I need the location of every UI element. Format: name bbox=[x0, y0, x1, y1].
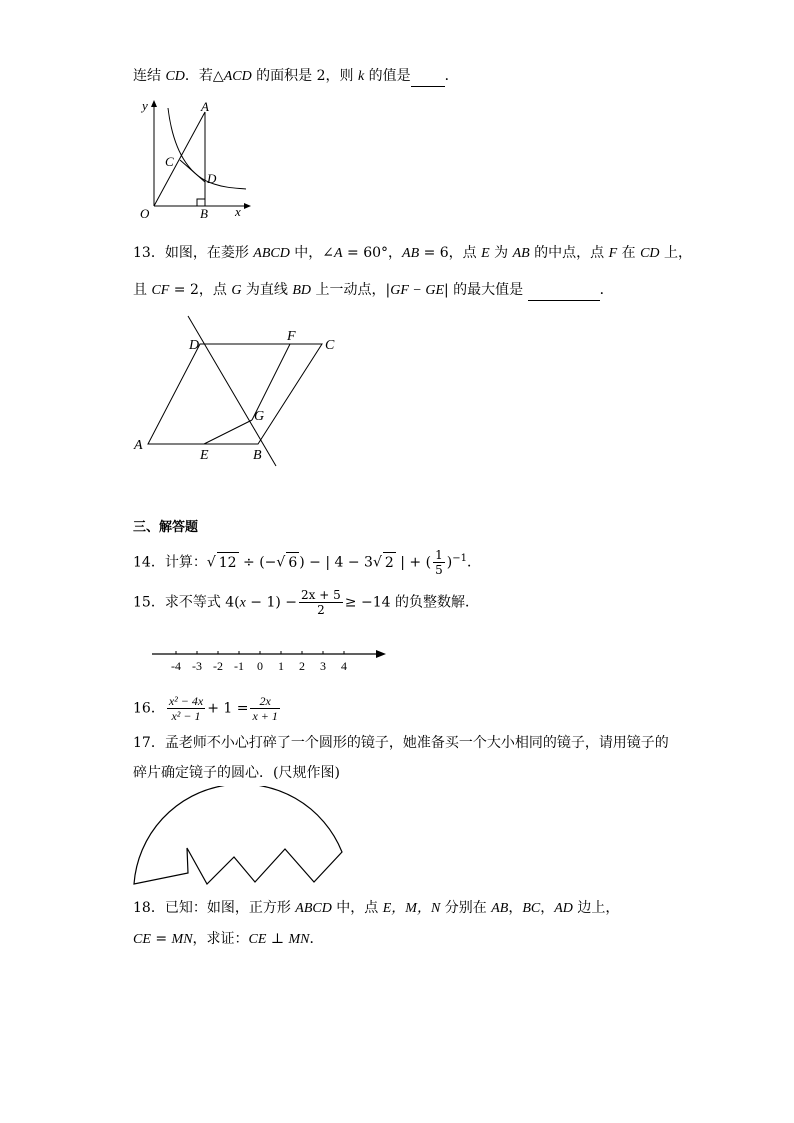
q16-text: 16． bbox=[133, 700, 165, 717]
q13-text: | 的最大值是 bbox=[444, 282, 524, 298]
numberline-label: 3 bbox=[320, 659, 326, 673]
q12-label-b: B bbox=[200, 206, 208, 220]
q13-var: AB bbox=[512, 246, 530, 261]
q13-figure bbox=[130, 312, 350, 470]
q17-line1: 17．孟老师不小心打碎了一个圆形的镜子，她准备买一个大小相同的镜子，请用镜子的 bbox=[133, 735, 669, 751]
q13-var: A bbox=[334, 246, 343, 261]
q17-line2: 碎片确定镜子的圆心．(尺规作图) bbox=[133, 765, 340, 781]
q16-frac2-num: 2x bbox=[250, 694, 279, 709]
q13-label-e: E bbox=[200, 448, 209, 463]
q13-label-d: D bbox=[189, 338, 200, 353]
q13-label-c: C bbox=[325, 338, 335, 353]
q15-text: ≥ −14 的负整数解． bbox=[344, 594, 479, 611]
q12-var-k: k bbox=[357, 69, 365, 84]
q12-text-b: ．若△ bbox=[184, 68, 224, 84]
q18-text: = bbox=[150, 931, 172, 947]
q13-var: CD bbox=[640, 246, 660, 261]
q14-text: ÷ (− bbox=[238, 554, 277, 571]
q18-var: MN bbox=[171, 932, 193, 947]
q18-var: AB bbox=[491, 901, 509, 916]
q15-text: 15．求不等式 4( bbox=[133, 594, 240, 611]
q12-var-acd: ACD bbox=[223, 69, 252, 84]
q18-text: 边上， bbox=[572, 900, 620, 916]
q12-label-x: x bbox=[235, 204, 241, 219]
q13-text: 的中点，点 bbox=[529, 245, 609, 261]
q15-frac-den: 2 bbox=[317, 603, 325, 617]
q13-end: ． bbox=[599, 282, 614, 298]
q13-var: E bbox=[481, 246, 490, 261]
q16-fraction-1 bbox=[167, 694, 205, 723]
q18-var: MN bbox=[288, 932, 310, 947]
q18-text: ⊥ bbox=[266, 931, 289, 947]
q13-var: G bbox=[231, 283, 242, 298]
q14-frac-den: 5 bbox=[435, 563, 443, 577]
q13-text: 上， bbox=[659, 245, 692, 261]
q18-var: AD bbox=[554, 901, 573, 916]
q13-var: CF bbox=[151, 283, 170, 298]
q18-text: ，求证： bbox=[192, 931, 249, 947]
numberline-label: 0 bbox=[257, 659, 263, 673]
q12-text-a: 连结 bbox=[133, 68, 166, 84]
q18-text: 分别在 bbox=[440, 900, 492, 916]
q13-text: 为 bbox=[489, 245, 513, 261]
q15-number-line bbox=[150, 644, 390, 676]
q12-label-c: C bbox=[165, 154, 174, 169]
q13-text: 在 bbox=[617, 245, 641, 261]
q13-label-g: G bbox=[254, 409, 265, 424]
q14-text: ) bbox=[446, 554, 453, 571]
q17-mirror-fragment bbox=[130, 786, 350, 890]
numberline-label: -3 bbox=[192, 659, 202, 673]
q14-end: ． bbox=[466, 554, 481, 571]
q15-frac-num: 2x + 5 bbox=[301, 588, 341, 602]
q18-line2 bbox=[133, 929, 324, 950]
q13-label-f: F bbox=[287, 329, 296, 344]
q16-line bbox=[133, 694, 282, 723]
q18-text: 18．已知：如图，正方形 bbox=[133, 900, 296, 916]
q13-label-a: A bbox=[134, 438, 143, 453]
q15-line bbox=[133, 588, 479, 617]
q16-frac2-den: x + 1 bbox=[252, 709, 278, 723]
q12-text-c: 的面积是 2，则 bbox=[251, 68, 358, 84]
q15-fraction bbox=[299, 588, 343, 617]
q14-radicand: 6 bbox=[286, 552, 299, 573]
section-title: 三、解答题 bbox=[133, 520, 199, 535]
q18-var: BC bbox=[522, 901, 541, 916]
q16-fraction-2 bbox=[250, 694, 279, 723]
q12-answer-blank bbox=[411, 66, 445, 87]
numberline-label: 2 bbox=[299, 659, 305, 673]
numberline-label: 4 bbox=[341, 659, 347, 673]
q15-text: − 1) − bbox=[245, 594, 298, 611]
numberline-label: -1 bbox=[234, 659, 244, 673]
q15-var: x bbox=[239, 595, 246, 611]
q14-text: ) − | 4 − 3 bbox=[299, 554, 373, 571]
q12-end: ． bbox=[444, 68, 459, 84]
q14-line: 14．计算：√ 12 ÷ (−√ 6 ) − | 4 − 3√ 2 | + ( $\frac{1}{5}$ )$^{-1}$． bbox=[133, 548, 481, 577]
q13-text: = 60°， bbox=[342, 245, 403, 261]
q13-var: BD bbox=[292, 283, 312, 298]
q18-text: 中，点 bbox=[331, 900, 383, 916]
q16-text: + 1 = bbox=[207, 700, 249, 717]
q13-text: 上一动点，| bbox=[311, 282, 391, 298]
q13-label-b: B bbox=[253, 448, 262, 463]
q13-text: = 2，点 bbox=[169, 282, 232, 298]
q12-figure bbox=[134, 98, 254, 220]
q12-label-o: O bbox=[140, 206, 150, 220]
q13-text: 13．如图，在菱形 bbox=[133, 245, 254, 261]
q13-var: F bbox=[608, 246, 618, 261]
numberline-label: 1 bbox=[278, 659, 284, 673]
q13-var: AB bbox=[402, 246, 420, 261]
q14-text: | + ( bbox=[395, 554, 432, 571]
q14-radicand: 2 bbox=[383, 552, 396, 573]
q13-line1 bbox=[133, 243, 692, 264]
q12-label-y: y bbox=[142, 98, 148, 113]
q16-frac1-num: x² − 4x bbox=[168, 694, 204, 708]
q13-var: ABCD bbox=[253, 246, 290, 261]
q18-end: ． bbox=[309, 931, 324, 947]
q14-radicand: 12 bbox=[217, 552, 239, 573]
q12-text-d: 的值是 bbox=[364, 68, 411, 84]
q18-var: E，M，N bbox=[382, 901, 441, 916]
q18-var: CE bbox=[133, 932, 151, 947]
numberline-label: -4 bbox=[171, 659, 181, 673]
q14-fraction bbox=[433, 548, 445, 577]
q16-frac1-den: x² − 1 bbox=[171, 709, 201, 723]
q14-exponent: −1 bbox=[452, 552, 467, 564]
q13-text: 且 bbox=[133, 282, 152, 298]
q13-answer-blank bbox=[528, 280, 600, 301]
q13-line2 bbox=[133, 280, 614, 301]
q12-text bbox=[133, 66, 459, 87]
q18-var: CE bbox=[248, 932, 267, 947]
q18-line1 bbox=[133, 898, 619, 919]
q13-text: 为直线 bbox=[241, 282, 293, 298]
q13-text: 中，∠ bbox=[289, 245, 335, 261]
q12-var-cd: CD bbox=[165, 69, 185, 84]
q12-label-a: A bbox=[201, 99, 209, 114]
q18-text: ， bbox=[508, 900, 523, 916]
q13-text: = 6，点 bbox=[419, 245, 482, 261]
q18-text: ， bbox=[540, 900, 555, 916]
q14-text: 14．计算： bbox=[133, 554, 207, 571]
q12-label-d: D bbox=[207, 171, 217, 186]
q13-var: GF − GE bbox=[390, 283, 444, 298]
q14-frac-num: 1 bbox=[435, 548, 443, 562]
q18-var: ABCD bbox=[295, 901, 332, 916]
numberline-label: -2 bbox=[213, 659, 223, 673]
